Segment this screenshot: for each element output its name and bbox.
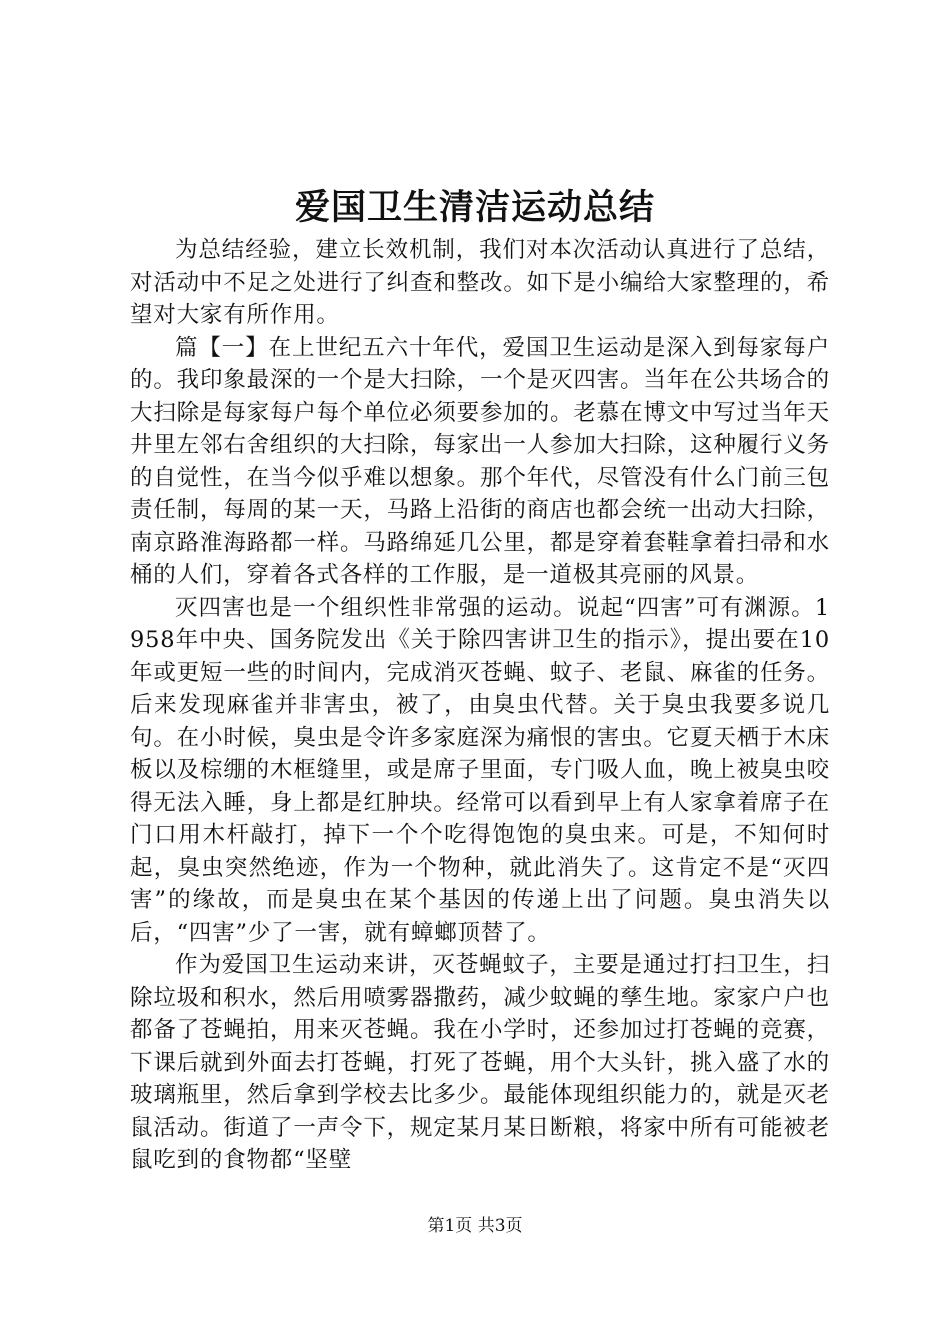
paragraph-intro: 为总结经验，建立长效机制，我们对本次活动认真进行了总结，对活动中不足之处进行了纠查和整改。如下是小编给大家整理的，希望对大家有所作用。 [130,237,830,328]
paragraph-four-pests: 灭四害也是一个组织性非常强的运动。说起“四害”可有渊源。1958年中央、国务院发出《关于除四害讲卫生的指示》，提出要在10年或更短一些的时间内，完成消灭苍蝇、蚊子、老鼠、麻雀的任务。后来发现麻雀并非害虫，被了，由臭虫代替。关于臭虫我要多说几句。在小时候，臭虫是令许多家庭深为痛恨的害虫。它夏天栖于木床板以及棕绷的木框缝里，或是席子里面，专门吸人血，晚上被臭虫咬得无法入睡，身上都是红肿块。经常可以看到早上有人家拿着席子在门口用木杆敲打，掉下一个个吃得饱饱的臭虫来。可是，不知何时起，臭虫突然绝迹，作为一个物种，就此消失了。这肯定不是“灭四害”的缘故，而是臭虫在某个基因的传递上出了问题。臭虫消失以后，“四害”少了一害，就有蟑螂顶替了。 [130,594,830,946]
document-body [130,234,830,1177]
document-title: 爱国卫生清洁运动总结 [294,187,655,228]
paragraph-flies-mosquitoes: 作为爱国卫生运动来讲，灭苍蝇蚊子，主要是通过打扫卫生，扫除垃圾和积水，然后用喷雾器撒药，减少蚊蝇的孳生地。家家户户也都备了苍蝇拍，用来灭苍蝇。我在小学时，还参加过打苍蝇的竞赛，下课后就到外面去打苍蝇，打死了苍蝇，用个大头针，挑入盛了水的玻璃瓶里，然后拿到学校去比多少。最能体现组织能力的，就是灭老鼠活动。街道了一声令下，规定某月某日断粮，将家中所有可能被老鼠吃到的食物都“坚壁 [130,952,830,1173]
page-footer: 第1页 共3页 [427,1216,523,1236]
paragraph-section-one: 篇【一】在上世纪五六十年代，爱国卫生运动是深入到每家每户的。我印象最深的一个是大扫除，一个是灭四害。当年在公共场合的大扫除是每家每户每个单位必须要参加的。老慕在博文中写过当年天井里左邻右舍组织的大扫除，每家出一人参加大扫除，这种履行义务的自觉性，在当今似乎难以想象。那个年代，尽管没有什么门前三包责任制，每周的某一天，马路上沿街的商店也都会统一出动大扫除，南京路淮海路都一样。马路绵延几公里，都是穿着套鞋拿着扫帚和水桶的人们，穿着各式各样的工作服，是一道极其亮丽的风景。 [130,334,830,588]
